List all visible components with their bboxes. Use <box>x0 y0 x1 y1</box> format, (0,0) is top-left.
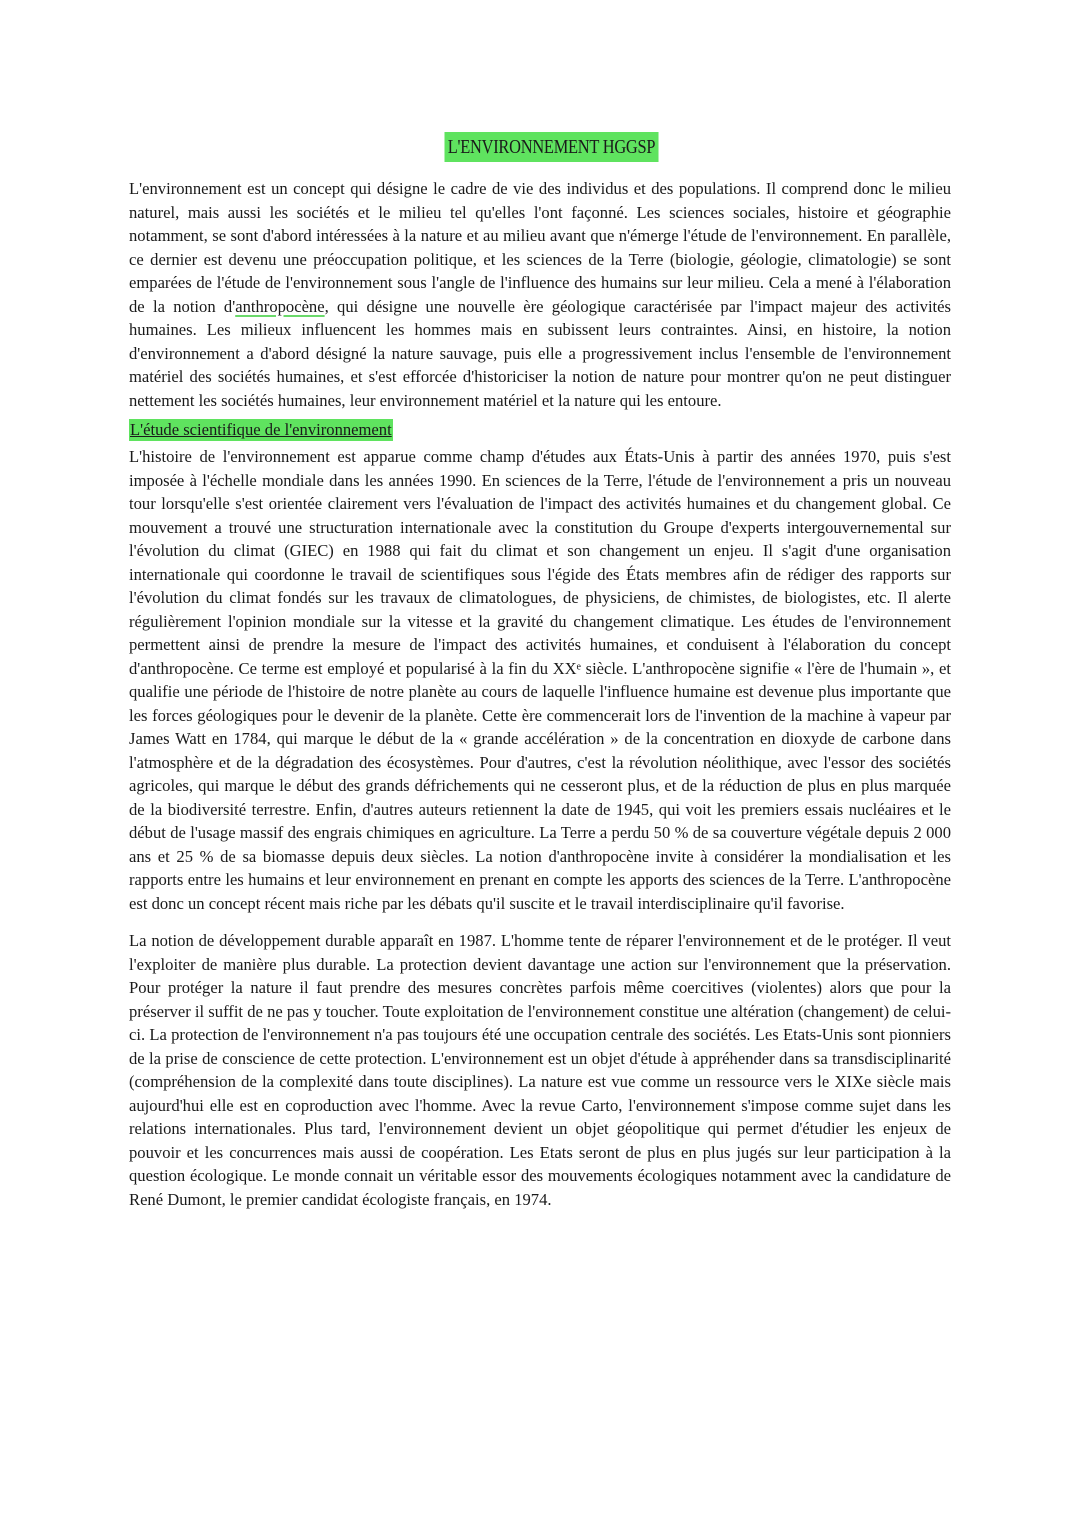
intro-paragraph <box>129 177 951 412</box>
paragraph-sustainable-development: La notion de développement durable apparaît en 1987. L'homme tente de réparer l'environnement et de le protéger. Il veut l'exploiter de manière plus durable. La protection devient davantage une action sur l'environnement que la préservation. Pour protéger la nature il faut prendre des mesures concrètes parfois même coercitives (violentes) alors que pour la préserver il suffit de ne pas y toucher. Toute exploitation de l'environnement constitue une altération (changement) de celui-ci. La protection de l'environnement n'a pas toujours été une occupation centrale des sociétés. Les Etats-Unis sont pionniers de la prise de conscience de cette protection. L'environnement est un objet d'étude à appréhender dans sa transdisciplinarité (compréhension de la complexité dans toute disciplines). La nature est vue comme un ressource vers le XIXe siècle mais aujourd'hui elle est en coproduction avec l'homme. Avec la revue Carto, l'environnement s'impose comme sujet dans les relations internationales. Plus tard, l'environnement devient un objet géopolitique qui permet d'étudier les enjeux de pouvoir et les concurrences mais aussi de coopération. Les Etats seront de plus en plus jugés sur leur participation à la question écologique. Le monde connait un véritable essor des mouvements écologiques notamment avec la candidature de René Dumont, le premier candidat écologiste français, en 1974. <box>129 931 951 1209</box>
section-heading-container <box>129 412 951 445</box>
title-container <box>129 132 951 162</box>
section-heading: L'étude scientifique de l'environnement <box>130 420 392 439</box>
highlighted-term: anthropocène <box>235 296 325 316</box>
intro-text-before: L'environnement est un concept qui désigne le cadre de vie des individus et des populations. Il comprend donc le milieu naturel, mais aussi les sociétés et le milieu tel qu'elles l'ont façonné. Les sciences sociales, histoire et géographie notamment, se sont d'abord intéressées à la nature et au milieu avant que n'émerge l'étude de l'environnement. En parallèle, ce dernier est devenu une préoccupation politique, et les sciences de la Terre (biologie, géologie, climatologie) se sont emparées de l'étude de l'environnement sous l'angle de l'influence des humains sur leur milieu. Cela a mené à l'élaboration de la notion d' <box>129 179 951 316</box>
intro-text-after: , qui désigne une nouvelle ère géologique caractérisée par l'impact majeur des activités humaines. Les milieux influencent les hommes mais en subissent leurs contraintes. Ainsi, en histoire, la notion d'environnement a d'abord désigné la nature sauvage, puis elle a progressivement inclus l'ensemble de l'environnement matériel des sociétés humaines, et s'est efforcée d'historiciser la notion de nature pour montrer qu'on ne peut distinguer nettement les sociétés humaines, leur environnement matériel et la nature qui les entoure. <box>129 296 951 410</box>
document-page <box>129 132 951 1211</box>
paragraph-scientific-study: L'histoire de l'environnement est apparue comme champ d'études aux États-Unis à partir des années 1970, puis s'est imposée à l'échelle mondiale dans les années 1990. En sciences de la Terre, l'étude de l'environnement a pris un nouveau tour lorsqu'elle s'est orientée clairement vers l'évaluation de l'impact des activités humaines et du changement global. Ce mouvement a trouvé une structuration internationale avec la constitution du Groupe d'experts intergouvernemental sur l'évolution du climat (GIEC) en 1988 qui fait du climat et son changement un enjeu. Il s'agit d'une organisation internationale qui coordonne le travail de scientifiques sous l'égide des États membres afin de rédiger des rapports sur l'évolution du climat fondés sur les travaux de climatologues, de physiciens, de chimistes, de biologistes, etc. Il alerte régulièrement l'opinion mondiale sur la vitesse et la gravité du changement climatique. Les études de l'environnement permettent ainsi de prendre la mesure de l'impact des activités humaines, et conduisent à l'élaboration du concept d'anthropocène. Ce terme est employé et popularisé à la fin du XXᵉ siècle. L'anthropocène signifie « l'ère de l'humain », et qualifie une période de l'histoire de notre planète au cours de laquelle l'influence humaine est devenue plus importante que les forces géologiques pour le devenir de la planète. Cette ère commencerait lors de l'invention de la machine à vapeur par James Watt en 1784, qui marque le début de la « grande accélération » de la concentration en dioxyde de carbone dans l'atmosphère et de la dégradation des écosystèmes. Pour d'autres, c'est la révolution néolithique, avec l'essor des sociétés agricoles, qui marque le début des grands défrichements qui ne cesseront plus, et de la réduction de plus en plus marquée de la biodiversité terrestre. Enfin, d'autres auteurs retiennent la date de 1945, qui voit les premiers essais nucléaires et le début de l'usage massif des engrais chimiques en agriculture. La Terre a perdu 50 % de sa couverture végétale depuis 2 000 ans et 25 % de sa biomasse depuis deux siècles. La notion d'anthropocène invite à considérer la mondialisation et les rapports entre les humains et leur environnement en prenant en compte les apports des sciences de la Terre. L'anthropocène est donc un concept récent mais riche par les débats qu'il suscite et le travail interdisciplinaire qu'il favorise. <box>129 447 951 913</box>
page-title: L'ENVIRONNEMENT HGGSP <box>445 132 659 162</box>
